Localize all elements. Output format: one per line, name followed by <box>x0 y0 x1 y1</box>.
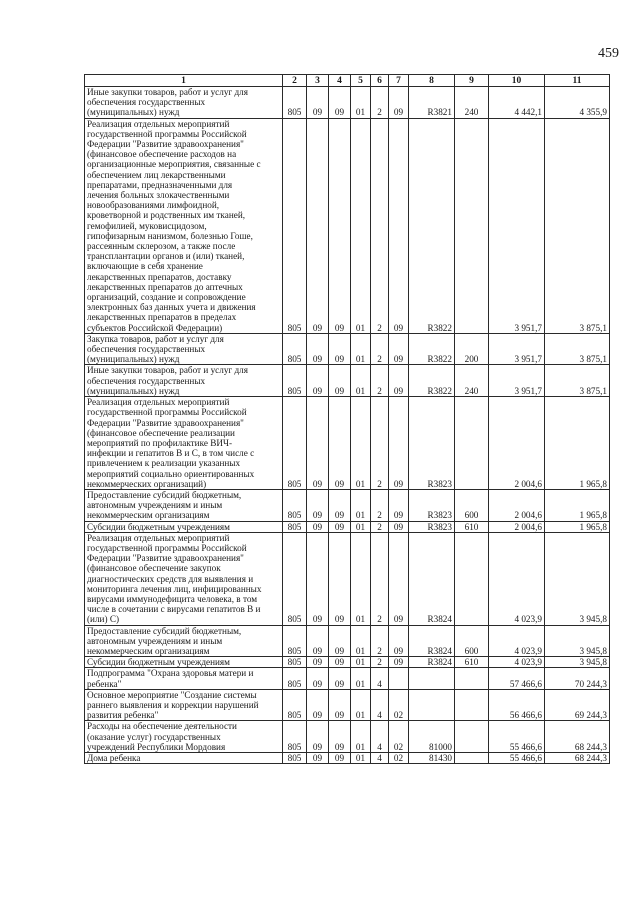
table-row <box>85 668 610 689</box>
row-name-line: инфекции и гепатитов В и С, в том числе с <box>87 448 255 459</box>
row-name-line: Предоставление субсидий бюджетным, <box>87 625 242 636</box>
row-name-line: автономным учреждениям и иным <box>87 635 223 646</box>
row-name-line: некоммерческих организаций) <box>87 478 207 489</box>
page-number: 459 <box>598 46 619 61</box>
row-value-cell: 09 <box>329 721 351 753</box>
row-name-line: Дома ребенка <box>87 753 141 763</box>
row-value-cell: 805 <box>283 625 307 657</box>
row-name-cell <box>85 689 283 721</box>
column-header: 2 <box>283 75 307 87</box>
row-value-cell: 4 <box>371 721 389 753</box>
row-value-cell <box>455 668 489 689</box>
row-value-cell: 600 <box>455 625 489 657</box>
row-name-line: субъектов Российской Федерации) <box>87 322 223 333</box>
row-name-line: государственной программы Российской <box>87 128 247 139</box>
row-name-cell <box>85 657 283 668</box>
row-value-cell: 09 <box>307 668 329 689</box>
column-header: 1 <box>85 75 283 87</box>
row-value-cell: 3 951,7 <box>489 118 545 333</box>
row-name-line: электронных баз данных учета и движения <box>87 302 256 313</box>
row-name-line: мониторинга лечения лиц, инфицированных <box>87 583 262 594</box>
row-name-line: лекарственных препаратов в пределах <box>87 312 237 323</box>
row-value-cell: 1 965,8 <box>545 489 610 521</box>
row-value-cell: 55 466,6 <box>489 721 545 753</box>
row-name-cell <box>85 521 283 532</box>
row-name-line: мероприятий социально ориентированных <box>87 468 255 479</box>
table-row <box>85 521 610 532</box>
row-value-cell: 805 <box>283 753 307 764</box>
row-value-cell: 805 <box>283 521 307 532</box>
row-value-cell: R3822 <box>409 365 455 397</box>
row-value-cell <box>409 668 455 689</box>
row-value-cell: 600 <box>455 489 489 521</box>
row-name-line: препаратами, предназначенными для <box>87 179 233 190</box>
row-value-cell: 610 <box>455 657 489 668</box>
row-value-cell: 3 875,1 <box>545 333 610 365</box>
row-value-cell: 1 965,8 <box>545 521 610 532</box>
row-name-line: (или) С) <box>87 614 120 625</box>
row-value-cell: 09 <box>389 625 409 657</box>
row-name-line: развития ребенка" <box>87 710 159 721</box>
row-value-cell: 09 <box>307 489 329 521</box>
row-name-line: Федерации "Развитие здравоохранения" <box>87 139 244 150</box>
row-name-line: учреждений Республики Мордовия <box>87 741 226 752</box>
row-name-line: Субсидии бюджетным учреждениям <box>87 657 230 668</box>
row-value-cell: 09 <box>329 532 351 625</box>
row-name-line: Иные закупки товаров, работ и услуг для <box>87 365 248 376</box>
row-value-cell: 09 <box>329 668 351 689</box>
row-value-cell: 01 <box>351 333 371 365</box>
row-value-cell <box>455 721 489 753</box>
row-value-cell <box>455 397 489 490</box>
row-name-line: Субсидии бюджетным учреждениям <box>87 521 230 532</box>
table-row <box>85 532 610 625</box>
row-value-cell: 01 <box>351 753 371 764</box>
row-value-cell: 09 <box>307 657 329 668</box>
row-name-line: Расходы на обеспечение деятельности <box>87 721 237 732</box>
column-header: 6 <box>371 75 389 87</box>
row-value-cell: 4 355,9 <box>545 87 610 119</box>
column-header: 11 <box>545 75 610 87</box>
row-value-cell: 09 <box>389 521 409 532</box>
row-name-line: лекарственных препаратов до аптечных <box>87 281 243 292</box>
row-name-line: Предоставление субсидий бюджетным, <box>87 489 242 500</box>
row-value-cell: 09 <box>329 118 351 333</box>
row-value-cell: 2 <box>371 521 389 532</box>
table-row <box>85 721 610 753</box>
table-row <box>85 87 610 119</box>
table-row <box>85 118 610 333</box>
budget-table <box>84 74 610 764</box>
row-name-line: (муниципальных) нужд <box>87 354 180 365</box>
row-value-cell: 09 <box>329 521 351 532</box>
row-value-cell <box>455 753 489 764</box>
row-value-cell: 09 <box>389 87 409 119</box>
row-name-line: некоммерческим организациям <box>87 510 210 521</box>
column-header: 4 <box>329 75 351 87</box>
row-value-cell: 2 <box>371 365 389 397</box>
row-name-line: лекарственных препаратов, доставку <box>87 271 232 282</box>
row-name-line: Основное мероприятие "Создание системы <box>87 689 257 700</box>
row-value-cell: 09 <box>307 365 329 397</box>
row-value-cell: 09 <box>329 753 351 764</box>
row-name-line: (финансовое обеспечение расходов на <box>87 149 237 160</box>
row-value-cell: 805 <box>283 657 307 668</box>
row-name-line: обеспечения государственных <box>87 344 206 355</box>
row-value-cell: 09 <box>389 397 409 490</box>
row-value-cell: 56 466,6 <box>489 689 545 721</box>
row-value-cell: 4 023,9 <box>489 532 545 625</box>
row-value-cell: 81000 <box>409 721 455 753</box>
row-value-cell: 02 <box>389 689 409 721</box>
row-value-cell: 81430 <box>409 753 455 764</box>
row-name-line: обеспечения государственных <box>87 375 206 386</box>
row-value-cell: 09 <box>307 753 329 764</box>
row-value-cell <box>455 689 489 721</box>
row-value-cell: 68 244,3 <box>545 753 610 764</box>
row-value-cell: 01 <box>351 532 371 625</box>
row-value-cell: 3 875,1 <box>545 118 610 333</box>
table-row <box>85 333 610 365</box>
row-value-cell: 2 004,6 <box>489 521 545 532</box>
row-value-cell: 01 <box>351 521 371 532</box>
row-name-cell <box>85 532 283 625</box>
row-value-cell: 2 <box>371 657 389 668</box>
row-name-line: гипофизарным нанизмом, болезнью Гоше, <box>87 230 253 241</box>
row-name-line: автономным учреждениям и иным <box>87 500 223 511</box>
row-value-cell: 4 442,1 <box>489 87 545 119</box>
row-name-line: мероприятий по профилактике ВИЧ- <box>87 437 232 448</box>
row-value-cell: 805 <box>283 489 307 521</box>
row-value-cell: 09 <box>307 87 329 119</box>
row-value-cell: 57 466,6 <box>489 668 545 689</box>
row-value-cell: 4 <box>371 689 389 721</box>
row-value-cell: 09 <box>389 489 409 521</box>
table-body <box>85 87 610 764</box>
row-value-cell: 02 <box>389 721 409 753</box>
row-value-cell: 2 <box>371 532 389 625</box>
row-name-cell <box>85 625 283 657</box>
row-name-line: обеспечения государственных <box>87 97 206 108</box>
row-value-cell: 09 <box>389 532 409 625</box>
row-value-cell: R3823 <box>409 489 455 521</box>
row-name-line: привлечением к реализации указанных <box>87 458 241 469</box>
row-value-cell: 69 244,3 <box>545 689 610 721</box>
row-value-cell: 09 <box>389 365 409 397</box>
row-value-cell: 3 945,8 <box>545 532 610 625</box>
row-name-cell <box>85 333 283 365</box>
row-value-cell: 09 <box>307 721 329 753</box>
row-value-cell: R3824 <box>409 532 455 625</box>
row-value-cell: 805 <box>283 365 307 397</box>
row-value-cell: 01 <box>351 397 371 490</box>
row-value-cell: 2 004,6 <box>489 489 545 521</box>
row-value-cell <box>409 689 455 721</box>
row-value-cell: 2 <box>371 625 389 657</box>
row-name-cell <box>85 87 283 119</box>
row-name-line: кроветворной и родственных им тканей, <box>87 210 246 221</box>
row-value-cell: 4 023,9 <box>489 657 545 668</box>
row-value-cell: 09 <box>307 625 329 657</box>
row-name-line: (муниципальных) нужд <box>87 107 180 118</box>
row-name-line: Закупка товаров, работ и услуг для <box>87 333 224 344</box>
row-name-line: Подпрограмма "Охрана здоровья матери и <box>87 668 254 679</box>
row-name-cell <box>85 753 283 764</box>
row-value-cell: 70 244,3 <box>545 668 610 689</box>
row-value-cell: 805 <box>283 118 307 333</box>
row-name-line: числе в сочетании с вирусами гепатитов В и <box>87 604 261 615</box>
row-value-cell: 01 <box>351 721 371 753</box>
table-row <box>85 489 610 521</box>
row-value-cell: 01 <box>351 118 371 333</box>
row-value-cell: R3822 <box>409 333 455 365</box>
table-row <box>85 689 610 721</box>
row-name-line: (финансовое обеспечение закупок <box>87 563 221 574</box>
row-name-line: обеспечением лиц лекарственными <box>87 169 226 180</box>
row-value-cell: 01 <box>351 489 371 521</box>
row-value-cell: 3 951,7 <box>489 333 545 365</box>
row-value-cell: 55 466,6 <box>489 753 545 764</box>
row-name-line: организаций, создание и сопровождение <box>87 292 246 303</box>
row-value-cell: R3822 <box>409 118 455 333</box>
row-value-cell: 09 <box>329 333 351 365</box>
row-value-cell: 09 <box>307 532 329 625</box>
row-value-cell: 4 023,9 <box>489 625 545 657</box>
row-value-cell: 01 <box>351 365 371 397</box>
row-name-line: Реализация отдельных мероприятий <box>87 397 230 408</box>
row-value-cell: 09 <box>307 521 329 532</box>
row-value-cell: 3 875,1 <box>545 365 610 397</box>
row-name-cell <box>85 397 283 490</box>
row-name-cell <box>85 118 283 333</box>
row-value-cell: 4 <box>371 668 389 689</box>
row-name-cell <box>85 489 283 521</box>
row-value-cell: 09 <box>307 689 329 721</box>
row-value-cell: 09 <box>307 397 329 490</box>
row-name-line: Федерации "Развитие здравоохранения" <box>87 553 244 564</box>
table-row <box>85 753 610 764</box>
row-name-line: государственной программы Российской <box>87 542 247 553</box>
row-value-cell: 2 <box>371 489 389 521</box>
row-value-cell: 02 <box>389 753 409 764</box>
row-name-line: лечения больных злокачественными <box>87 190 230 201</box>
row-name-line: ребенка" <box>87 678 122 689</box>
row-value-cell: 09 <box>329 689 351 721</box>
row-value-cell: 09 <box>329 87 351 119</box>
column-header: 8 <box>409 75 455 87</box>
row-value-cell: R3824 <box>409 657 455 668</box>
row-value-cell: 1 965,8 <box>545 397 610 490</box>
row-name-cell <box>85 668 283 689</box>
table-row <box>85 657 610 668</box>
row-value-cell: 2 004,6 <box>489 397 545 490</box>
row-name-line: Федерации "Развитие здравоохранения" <box>87 417 244 428</box>
row-name-cell <box>85 721 283 753</box>
row-value-cell: 09 <box>329 625 351 657</box>
row-value-cell: 3 951,7 <box>489 365 545 397</box>
row-value-cell: 200 <box>455 333 489 365</box>
row-value-cell: 09 <box>389 333 409 365</box>
row-name-line: государственной программы Российской <box>87 407 247 418</box>
row-value-cell: 3 945,8 <box>545 657 610 668</box>
row-value-cell <box>389 668 409 689</box>
row-name-line: некоммерческим организациям <box>87 645 210 656</box>
column-header: 5 <box>351 75 371 87</box>
row-value-cell: 610 <box>455 521 489 532</box>
header-row <box>85 75 610 87</box>
row-value-cell: R3823 <box>409 397 455 490</box>
row-name-line: трансплантации органов и (или) тканей, <box>87 251 245 262</box>
row-value-cell: R3823 <box>409 521 455 532</box>
row-value-cell: 01 <box>351 87 371 119</box>
row-name-line: диагностических средств для выявления и <box>87 573 254 584</box>
row-value-cell: 01 <box>351 689 371 721</box>
row-value-cell: 09 <box>329 365 351 397</box>
row-name-line: (финансовое обеспечение реализации <box>87 427 235 438</box>
row-value-cell: 805 <box>283 721 307 753</box>
row-value-cell: 09 <box>307 118 329 333</box>
row-value-cell: 09 <box>329 489 351 521</box>
row-value-cell: 2 <box>371 87 389 119</box>
row-value-cell: 2 <box>371 333 389 365</box>
column-header: 9 <box>455 75 489 87</box>
row-value-cell: 2 <box>371 118 389 333</box>
row-value-cell: 01 <box>351 625 371 657</box>
row-value-cell: 09 <box>329 657 351 668</box>
table-row <box>85 625 610 657</box>
row-name-line: новообразованиями лимфоидной, <box>87 200 220 211</box>
table-row <box>85 397 610 490</box>
column-header: 3 <box>307 75 329 87</box>
row-value-cell: 805 <box>283 87 307 119</box>
row-value-cell: 01 <box>351 668 371 689</box>
row-name-line: раннего выявления и коррекции нарушений <box>87 699 259 710</box>
row-value-cell: 09 <box>389 657 409 668</box>
row-value-cell: 805 <box>283 532 307 625</box>
column-header: 7 <box>389 75 409 87</box>
row-value-cell: 805 <box>283 397 307 490</box>
row-name-line: Реализация отдельных мероприятий <box>87 118 230 129</box>
row-value-cell: R3821 <box>409 87 455 119</box>
row-name-line: вирусами иммунодефицита человека, в том <box>87 593 258 604</box>
row-name-line: организационные мероприятия, связанные с <box>87 159 261 170</box>
row-value-cell: 805 <box>283 668 307 689</box>
row-name-line: рассеянным склерозом, а также после <box>87 241 236 252</box>
row-value-cell: 01 <box>351 657 371 668</box>
row-value-cell: 09 <box>389 118 409 333</box>
row-name-line: Реализация отдельных мероприятий <box>87 532 230 543</box>
row-value-cell <box>455 532 489 625</box>
row-value-cell: 805 <box>283 333 307 365</box>
row-name-line: Иные закупки товаров, работ и услуг для <box>87 87 248 97</box>
row-value-cell: 3 945,8 <box>545 625 610 657</box>
row-value-cell: 2 <box>371 397 389 490</box>
row-value-cell: 09 <box>329 397 351 490</box>
row-name-line: (муниципальных) нужд <box>87 385 180 396</box>
row-value-cell: 09 <box>307 333 329 365</box>
row-name-cell <box>85 365 283 397</box>
table-row <box>85 365 610 397</box>
row-value-cell: 240 <box>455 87 489 119</box>
row-value-cell: 805 <box>283 689 307 721</box>
row-value-cell: 68 244,3 <box>545 721 610 753</box>
row-value-cell: 4 <box>371 753 389 764</box>
column-header: 10 <box>489 75 545 87</box>
row-name-line: гемофилией, муковисцидозом, <box>87 220 207 231</box>
row-name-line: (оказание услуг) государственных <box>87 731 221 742</box>
row-value-cell: 240 <box>455 365 489 397</box>
row-name-line: включающие в себя хранение <box>87 261 203 272</box>
row-value-cell: R3824 <box>409 625 455 657</box>
row-value-cell <box>455 118 489 333</box>
